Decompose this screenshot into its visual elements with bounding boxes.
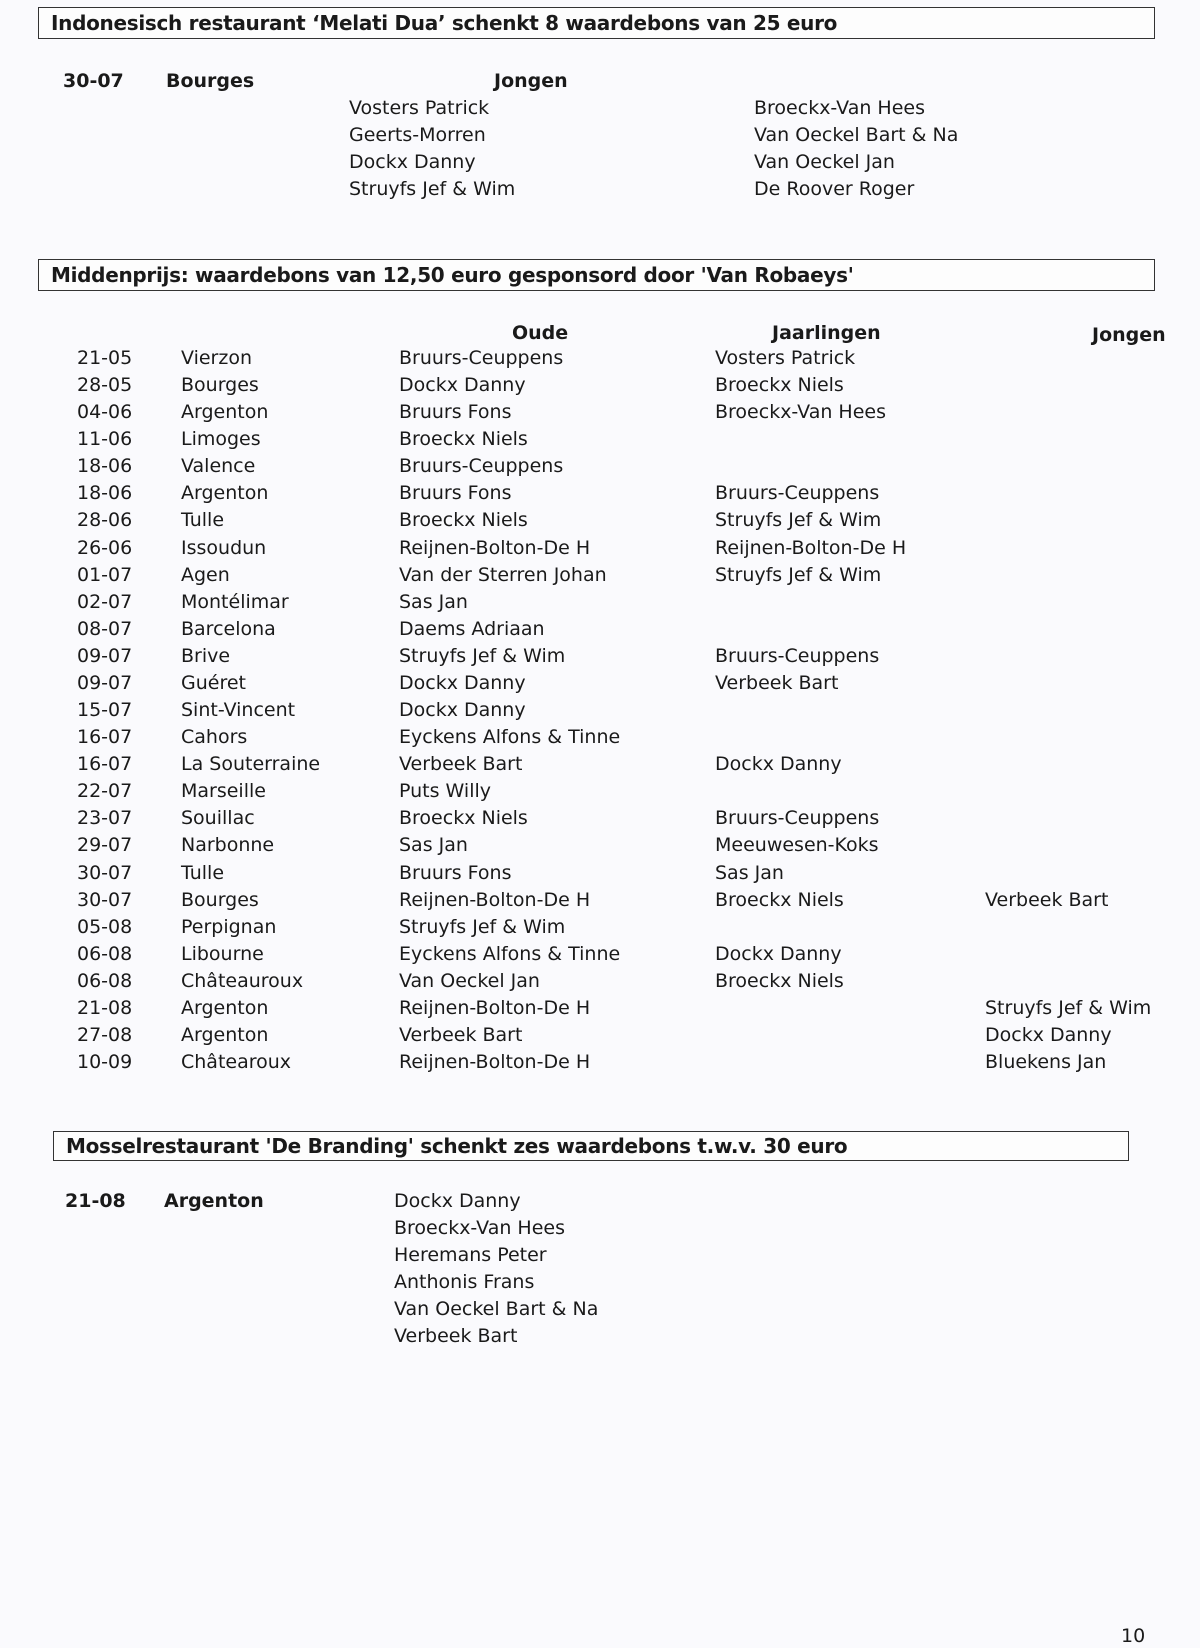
table-row (0, 970, 1200, 997)
table-row (0, 618, 1200, 645)
race-city: Châteauroux (181, 969, 304, 992)
race-city: Tulle (181, 509, 225, 532)
table-row (0, 862, 1200, 889)
header-oude: Oude (512, 322, 569, 344)
winner-jongen: Struyfs Jef & Wim (985, 996, 1152, 1019)
winner-oude: Bruurs-Ceuppens (399, 347, 564, 369)
winner-jaarlingen: Vosters Patrick (715, 347, 856, 369)
race-city: Brive (181, 644, 231, 667)
race-city: Bourges (181, 374, 259, 397)
winner-oude: Bruurs Fons (399, 861, 512, 884)
winner-oude: Reijnen-Bolton-De H (399, 536, 591, 559)
table-row (0, 482, 1200, 509)
winner-oude: Sas Jan (399, 590, 468, 613)
race-date: 01-07 (77, 563, 133, 586)
table-row (0, 889, 1200, 916)
winner-oude: Daems Adriaan (399, 617, 545, 640)
race-date: 26-06 (77, 536, 133, 559)
winner-oude: Van Oeckel Jan (399, 969, 540, 992)
section2-title-box (38, 259, 1155, 291)
section3-title-box (53, 1131, 1129, 1161)
winner-jaarlingen: Dockx Danny (715, 942, 842, 965)
race-city: Marseille (181, 780, 266, 803)
race-date: 05-08 (77, 915, 133, 938)
winner-oude: Broeckx Niels (399, 807, 528, 830)
table-row (0, 943, 1200, 970)
winner-oude: Bruurs Fons (399, 401, 512, 424)
table-row (0, 997, 1200, 1024)
race-city: Vierzon (181, 347, 252, 369)
winner-jongen: Dockx Danny (985, 1024, 1112, 1046)
winner-oude: Dockx Danny (399, 671, 526, 694)
winner-jaarlingen: Meeuwesen-Koks (715, 834, 879, 857)
race-date: 11-06 (77, 428, 133, 451)
race-date: 28-05 (77, 374, 133, 397)
race-city: Issoudun (181, 536, 267, 559)
winner-jaarlingen: Bruurs-Ceuppens (715, 482, 880, 505)
winner-oude: Van der Sterren Johan (399, 563, 607, 586)
winner-jaarlingen: Bruurs-Ceuppens (715, 807, 880, 830)
race-city: Limoges (181, 428, 261, 451)
winner-jaarlingen: Verbeek Bart (715, 671, 839, 694)
section3-city: Argenton (164, 1190, 264, 1212)
race-date: 23-07 (77, 807, 133, 830)
race-date: 29-07 (77, 834, 133, 857)
table-row (0, 780, 1200, 807)
winner-name: Van Oeckel Bart & Na (394, 1298, 599, 1320)
winner-oude: Puts Willy (399, 780, 492, 803)
race-date: 06-08 (77, 942, 133, 965)
table-row (0, 1024, 1200, 1051)
race-date: 28-06 (77, 509, 133, 532)
winner-oude: Reijnen-Bolton-De H (399, 996, 591, 1019)
table-row (0, 645, 1200, 672)
table-row (0, 347, 1200, 374)
table-row (0, 374, 1200, 401)
race-city: Guéret (181, 671, 246, 694)
winner-jongen: Verbeek Bart (985, 888, 1109, 911)
header-jaarlingen: Jaarlingen (772, 322, 881, 344)
race-city: Souillac (181, 807, 255, 830)
table-row (0, 1051, 1200, 1078)
table-row (0, 753, 1200, 780)
race-city: Argenton (181, 1024, 269, 1046)
race-city: Barcelona (181, 617, 276, 640)
race-date: 16-07 (77, 753, 133, 776)
table-row (0, 699, 1200, 726)
winner-name: Verbeek Bart (394, 1325, 518, 1347)
winner-oude: Dockx Danny (399, 699, 526, 722)
race-date: 15-07 (77, 699, 133, 722)
race-city: Cahors (181, 726, 248, 749)
race-city: Tulle (181, 861, 225, 884)
winner-jaarlingen: Bruurs-Ceuppens (715, 644, 880, 667)
table-row (0, 537, 1200, 564)
race-date: 21-08 (77, 996, 133, 1019)
race-date: 16-07 (77, 726, 133, 749)
winner-jongen: Bluekens Jan (985, 1051, 1107, 1074)
race-date: 30-07 (77, 888, 133, 911)
winner-name: Vosters Patrick (349, 97, 490, 119)
winner-oude: Verbeek Bart (399, 1024, 523, 1046)
table-row (0, 916, 1200, 943)
winner-name: Dockx Danny (349, 151, 476, 173)
winner-jaarlingen: Sas Jan (715, 861, 784, 884)
race-date: 18-06 (77, 482, 133, 505)
winner-name: Anthonis Frans (394, 1271, 535, 1293)
race-city: Argenton (181, 996, 269, 1019)
race-city: Châtearoux (181, 1051, 292, 1074)
race-date: 09-07 (77, 671, 133, 694)
race-city: La Souterraine (181, 753, 321, 776)
winner-jaarlingen: Dockx Danny (715, 753, 842, 776)
race-date: 27-08 (77, 1024, 133, 1046)
section1-city: Bourges (166, 70, 255, 92)
race-city: Perpignan (181, 915, 277, 938)
winner-jaarlingen: Broeckx Niels (715, 969, 844, 992)
race-date: 09-07 (77, 644, 133, 667)
race-date: 30-07 (77, 861, 133, 884)
table-row (0, 726, 1200, 753)
header-jongen: Jongen (1092, 324, 1166, 346)
table-row (0, 564, 1200, 591)
section3-title: Mosselrestaurant 'De Branding' schenkt zes waardebons t.w.v. 30 euro (66, 1134, 848, 1158)
winner-oude: Reijnen-Bolton-De H (399, 888, 591, 911)
race-date: 08-07 (77, 617, 133, 640)
section1-title: Indonesisch restaurant ‘Melati Dua’ schenkt 8 waardebons van 25 euro (51, 11, 838, 35)
table-row (0, 455, 1200, 482)
winner-jaarlingen: Reijnen-Bolton-De H (715, 536, 907, 559)
winner-oude: Eyckens Alfons & Tinne (399, 726, 621, 749)
winner-oude: Eyckens Alfons & Tinne (399, 942, 621, 965)
race-city: Montélimar (181, 590, 289, 613)
section3-date: 21-08 (65, 1190, 126, 1212)
winner-jaarlingen: Broeckx Niels (715, 374, 844, 397)
section1-category: Jongen (494, 70, 568, 92)
winner-jaarlingen: Broeckx-Van Hees (715, 401, 886, 424)
race-city: Narbonne (181, 834, 275, 857)
race-city: Bourges (181, 888, 259, 911)
winner-name: Struyfs Jef & Wim (349, 178, 516, 200)
table-row (0, 509, 1200, 536)
winner-jaarlingen: Struyfs Jef & Wim (715, 509, 882, 532)
winner-name: Geerts-Morren (349, 124, 486, 146)
table-row (0, 401, 1200, 428)
winner-name: Dockx Danny (394, 1190, 521, 1212)
race-city: Argenton (181, 482, 269, 505)
winner-oude: Verbeek Bart (399, 753, 523, 776)
winner-oude: Broeckx Niels (399, 509, 528, 532)
race-city: Argenton (181, 401, 269, 424)
race-city: Sint-Vincent (181, 699, 296, 722)
table-row (0, 672, 1200, 699)
race-date: 04-06 (77, 401, 133, 424)
winner-oude: Bruurs-Ceuppens (399, 455, 564, 478)
winner-name: Broeckx-Van Hees (394, 1217, 565, 1239)
race-date: 10-09 (77, 1051, 133, 1074)
table-row (0, 591, 1200, 618)
winner-name: De Roover Roger (754, 178, 915, 200)
race-date: 02-07 (77, 590, 133, 613)
section2-title: Middenprijs: waardebons van 12,50 euro gesponsord door 'Van Robaeys' (51, 263, 854, 287)
page-number: 10 (1121, 1625, 1146, 1647)
winner-oude: Reijnen-Bolton-De H (399, 1051, 591, 1074)
winner-name: Van Oeckel Bart & Na (754, 124, 959, 146)
race-city: Libourne (181, 942, 264, 965)
winner-oude: Broeckx Niels (399, 428, 528, 451)
winner-oude: Struyfs Jef & Wim (399, 644, 566, 667)
winner-name: Van Oeckel Jan (754, 151, 895, 173)
table-row (0, 807, 1200, 834)
race-date: 21-05 (77, 347, 133, 369)
winner-jaarlingen: Broeckx Niels (715, 888, 844, 911)
race-city: Valence (181, 455, 256, 478)
winner-oude: Sas Jan (399, 834, 468, 857)
race-date: 18-06 (77, 455, 133, 478)
section1-title-box (38, 7, 1155, 39)
section1-date: 30-07 (63, 70, 124, 92)
winner-oude: Dockx Danny (399, 374, 526, 397)
race-date: 22-07 (77, 780, 133, 803)
winner-oude: Bruurs Fons (399, 482, 512, 505)
race-city: Agen (181, 563, 230, 586)
winner-name: Broeckx-Van Hees (754, 97, 925, 119)
race-date: 06-08 (77, 969, 133, 992)
table-row (0, 428, 1200, 455)
table-row (0, 834, 1200, 861)
winner-name: Heremans Peter (394, 1244, 547, 1266)
winner-jaarlingen: Struyfs Jef & Wim (715, 563, 882, 586)
winner-oude: Struyfs Jef & Wim (399, 915, 566, 938)
